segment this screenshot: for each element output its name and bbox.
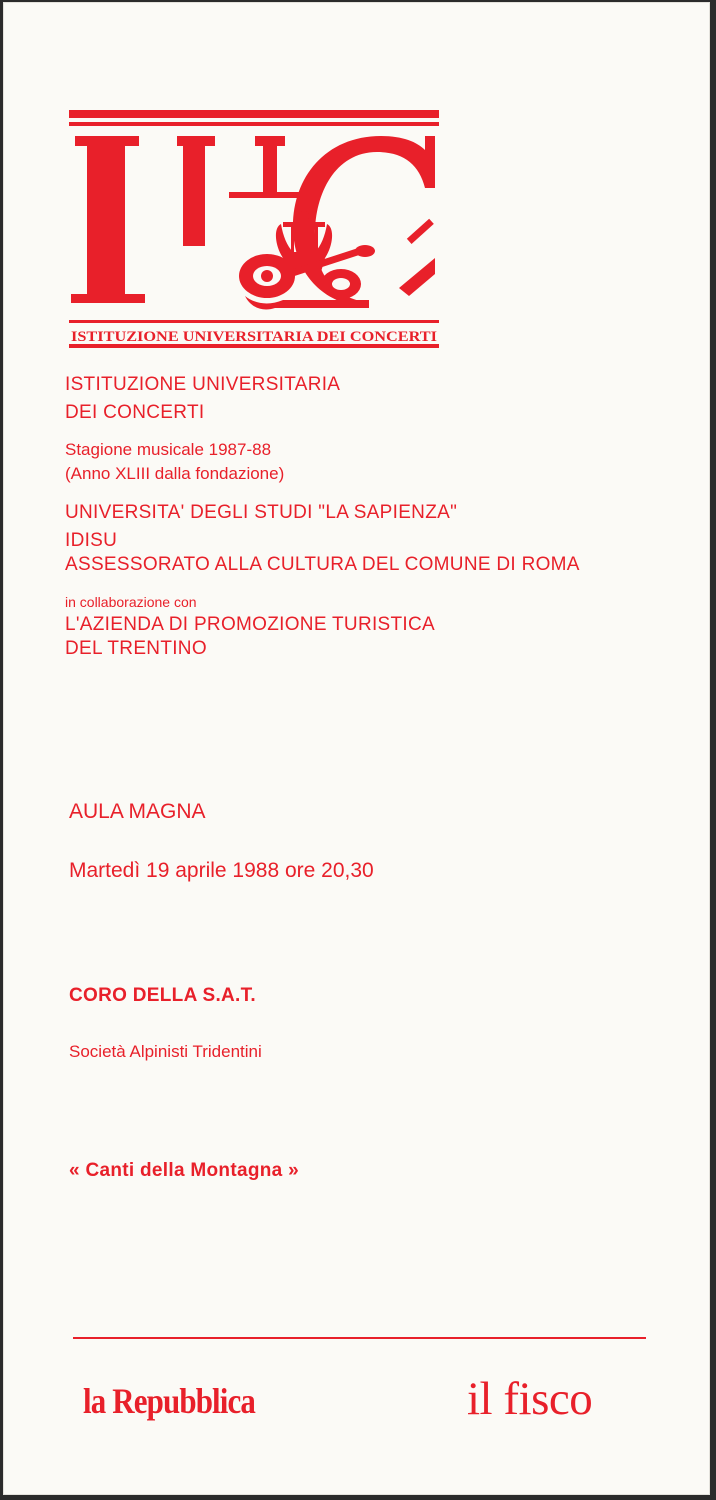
event-date: Martedì 19 aprile 1988 ore 20,30 (69, 859, 374, 882)
logo-caption: ISTITUZIONE UNIVERSITARIA DEI CONCERTI (71, 329, 438, 345)
assessorato-line: ASSESSORATO ALLA CULTURA DEL COMUNE DI ROMA (65, 554, 580, 575)
footer-divider (73, 1337, 646, 1339)
performer-full-name: Società Alpinisti Tridentini (69, 1042, 262, 1061)
concert-program-card (3, 2, 710, 1495)
iuc-logo (69, 108, 439, 350)
collaboration-intro: in collaborazione con (65, 594, 197, 610)
program-title: « Canti della Montagna » (69, 1160, 299, 1181)
organizer-line-2: DEI CONCERTI (65, 402, 205, 423)
season-line-2: (Anno XLIII dalla fondazione) (65, 464, 285, 483)
idisu-line: IDISU (65, 530, 118, 551)
la-repubblica-logo: la Repubblica (83, 1381, 256, 1421)
collaboration-line-2: DEL TRENTINO (65, 638, 207, 659)
performer-name: CORO DELLA S.A.T. (69, 985, 257, 1006)
university-line: UNIVERSITA' DEGLI STUDI "LA SAPIENZA" (65, 502, 458, 523)
il-fisco-logo: il fisco (467, 1373, 593, 1425)
collaboration-line-1: L'AZIENDA DI PROMOZIONE TURISTICA (65, 614, 435, 635)
organizer-line-1: ISTITUZIONE UNIVERSITARIA (65, 374, 341, 395)
venue: AULA MAGNA (69, 800, 206, 823)
season-line-1: Stagione musicale 1987-88 (65, 440, 272, 459)
